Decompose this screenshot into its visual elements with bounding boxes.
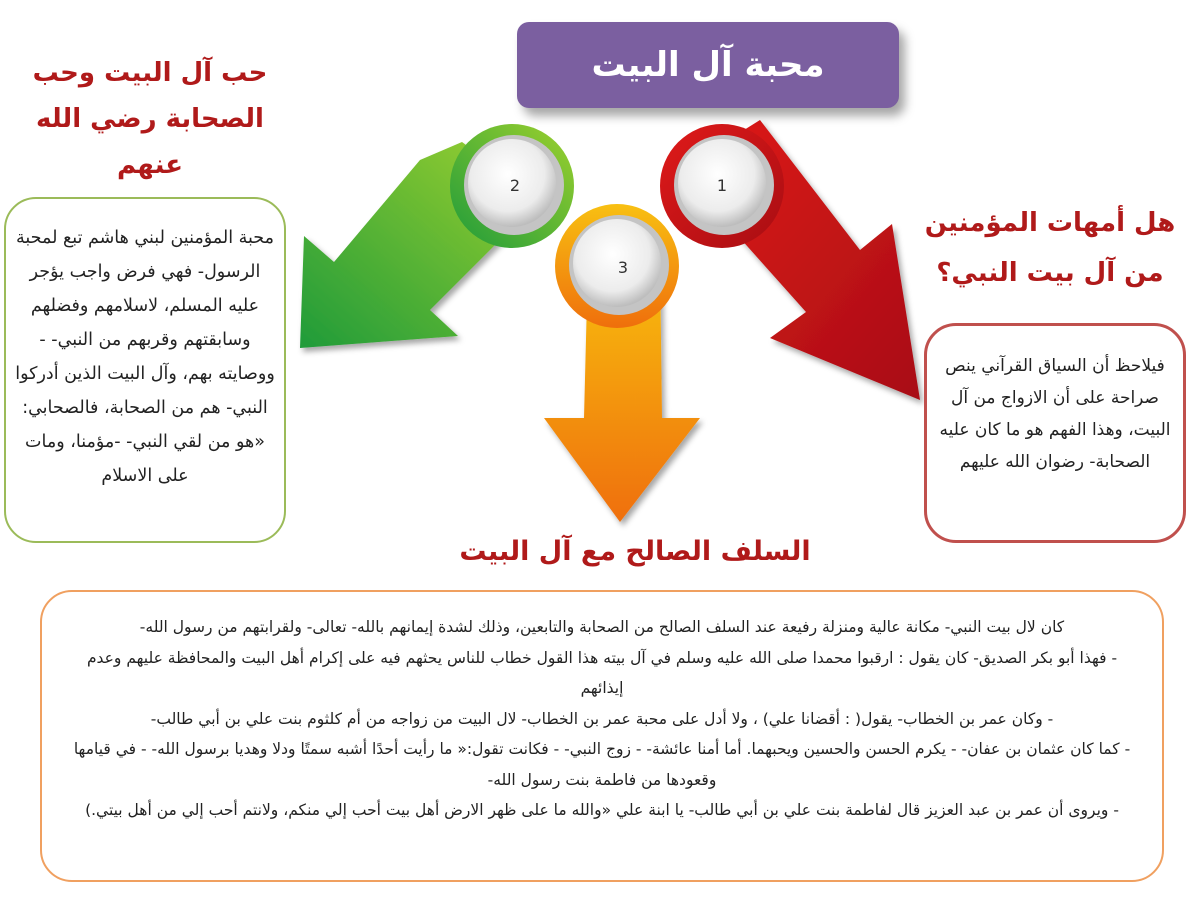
heading-left: حب آل البيت وحب الصحابة رضي الله عنهم <box>32 58 268 180</box>
right-box-text: فيلاحظ أن السياق القرآني ينص صراحة على أن الازواج من آل البيت، وهذا الفهم هو ما كان عليه الصحابة- رضوان الله عليهم <box>939 356 1171 472</box>
heading-right: هل أمهات المؤمنين من آل بيت النبي؟ <box>924 208 1176 288</box>
page-title: محبة آل البيت <box>517 22 899 108</box>
bottom-text-box <box>40 590 1164 882</box>
bottom-line-3: - وكان عمر بن الخطاب- يقول( : أقضانا علي) ، ولا أدل على محبة عمر بن الخطاب- لال البيت من زواجه من أم كلثوم بنت علي بن أبي طالب- <box>150 709 1054 728</box>
circle-2-number: 2 <box>509 176 521 195</box>
left-box-text: محبة المؤمنين لبني هاشم تبع لمحبة الرسول- فهي فرض واجب يؤجر عليه المسلم، لاسلامهم وفضلهم وسابقتهم وقربهم من النبي- - ووصايته بهم، وآل البيت الذين أدركوا النبي- هم من الصحابة، فالصحابي: «هو من لقي النبي- -مؤمنا، ومات على الاسلام <box>15 228 275 486</box>
bottom-line-1: كان لال بيت النبي- مكانة عالية ومنزلة رفيعة عند السلف الصالح من الصحابة والتابعين، وذلك لشدة إيمانهم بالله- تعالى- ولقرابتهم من رسول الله- <box>139 618 1065 636</box>
bottom-line-4: - كما كان عثمان بن عفان- - يكرم الحسن والحسين ويحبهما. أما أمنا عائشة- - زوج النبي- - فكانت تقول:« ما رأيت أحدًا أشبه سمتًا ودلا وهديا برسول الله- - في قيامها وقعودها من فاطمة بنت رسول الله- <box>73 740 1131 789</box>
bottom-line-5: - ويروى أن عمر بن عبد العزيز قال لفاطمة بنت علي بن أبي طالب- يا ابنة علي «والله ما على ظهر الارض أهل بيت أحب إلي منكم، ولانتم أحب إلي من أهل بيتي.) <box>85 801 1119 819</box>
heading-bottom: السلف الصالح مع آل البيت <box>459 536 811 567</box>
circle-1-number: 1 <box>716 176 728 195</box>
left-text-box <box>4 197 286 543</box>
bottom-line-2: - فهذا أبو بكر الصديق- كان يقول : ارقبوا محمدا صلى الله عليه وسلم في آل بيته هذا القول خطاب للناس يحثهم فيه على إكرام أهل البيت والمحافظة عليهم وعدم إيذائهم <box>86 648 1118 697</box>
circle-3-number: 3 <box>617 258 629 277</box>
right-text-box <box>924 323 1186 543</box>
